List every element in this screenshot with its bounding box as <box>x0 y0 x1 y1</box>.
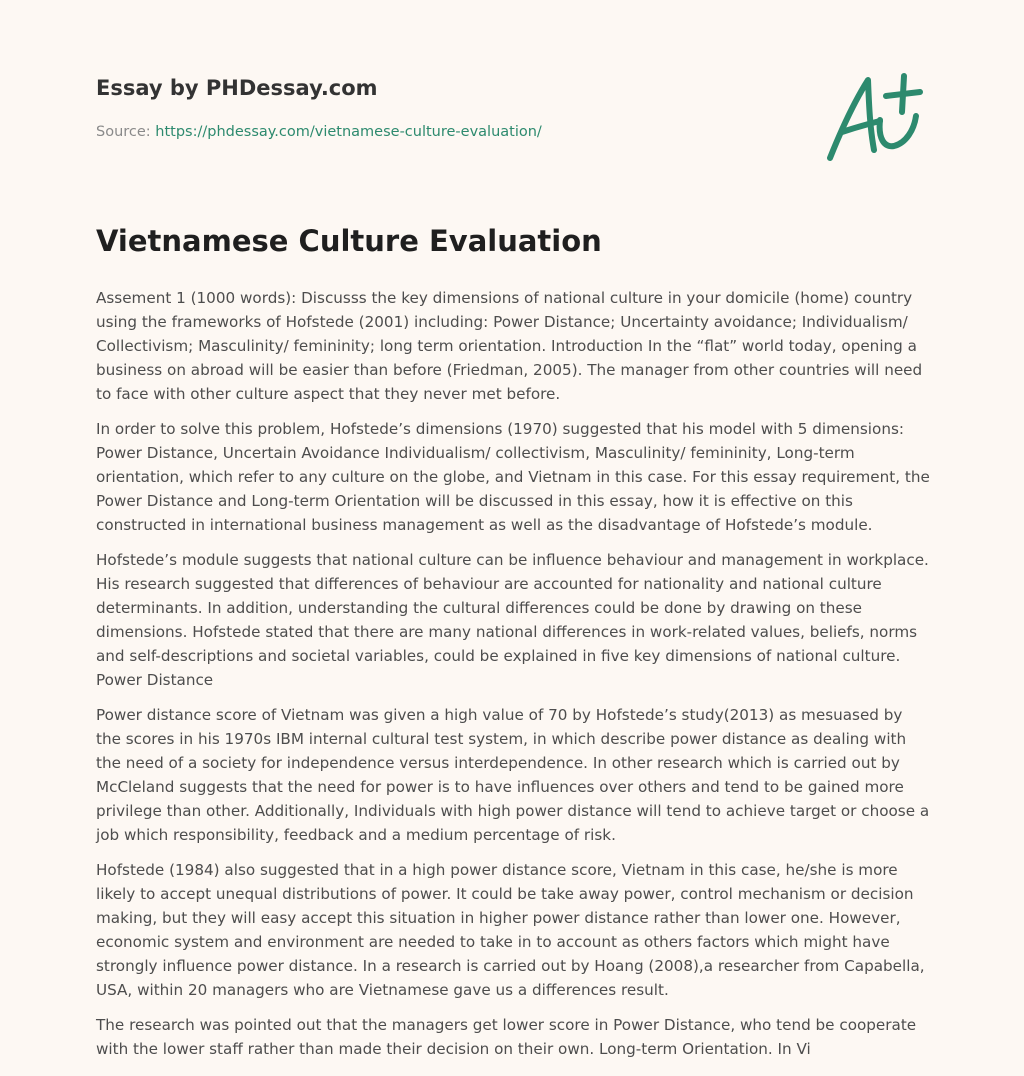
site-brand: Essay by PHDessay.com <box>96 76 378 100</box>
essay-paragraph: In order to solve this problem, Hofstede’s dimensions (1970) suggested that his model with 5 dimensions: Power Distance, Uncertain Avoidance Individualism/ collectivism, Masculinity/ femininity, Long-term orientation, which refer to any culture on the globe, and Vietnam in this case. For this essay requirement, the Power Distance and Long-term Orientation will be discussed in this essay, how it is effective on this constructed in international business management as well as the disadvantage of Hofstede’s module. <box>96 420 930 534</box>
source-line <box>96 124 542 140</box>
essay-paragraph: Assement 1 (1000 words): Discusss the key dimensions of national culture in your domicile (home) country using the frameworks of Hofstede (2001) including: Power Distance; Uncertainty avoidance; Individualism/ Collectivism; Masculinity/ femininity; long term orientation. Introduction In the “flat” world today, opening a business on abroad will be easier than before (Friedman, 2005). The manager from other countries will need to face with other culture aspect that they never met before. <box>96 289 923 403</box>
source-link[interactable]: https://phdessay.com/vietnamese-culture-evaluation/ <box>155 124 542 140</box>
source-label: Source: <box>96 124 151 140</box>
essay-title: Vietnamese Culture Evaluation <box>96 224 602 258</box>
essay-paragraph: Power distance score of Vietnam was given a high value of 70 by Hofstede’s study(2013) as mesuased by the scores in his 1970s IBM internal cultural test system, in which describe power distance as dealing with the need of a society for independence versus interdependence. In other research which is carried out by McCleland suggests that the need for power is to have influences over others and tend to be gained more privilege than other. Additionally, Individuals with high power distance will tend to achieve target or choose a job which responsibility, feedback and a medium percentage of risk. <box>96 706 930 844</box>
essay-paragraph: Hofstede’s module suggests that national culture can be influence behaviour and management in workplace. His research suggested that differences of behaviour are accounted for nationality and national culture determinants. In addition, understanding the cultural differences could be done by drawing on these dimensions. Hofstede stated that there are many national differences in work-related values, beliefs, norms and self-descriptions and societal variables, could be explained in five key dimensions of national culture. Power Distance <box>96 551 929 689</box>
a-plus-logo-icon <box>820 66 930 166</box>
essay-paragraph: The research was pointed out that the managers get lower score in Power Distance, who tend be cooperate with the lower staff rather than made their decision on their own. Long-term Orientation. In Vi <box>96 1016 917 1058</box>
essay-body <box>96 286 932 1072</box>
essay-paragraph: Hofstede (1984) also suggested that in a high power distance score, Vietnam in this case, he/she is more likely to accept unequal distributions of power. It could be take away power, control mechanism or decision making, but they will easy accept this situation in higher power distance rather than lower one. However, economic system and environment are needed to take in to account as others factors which might have strongly influence power distance. In a research is carried out by Hoang (2008),a researcher from Capabella, USA, within 20 managers who are Vietnamese gave us a differences result. <box>96 861 925 999</box>
